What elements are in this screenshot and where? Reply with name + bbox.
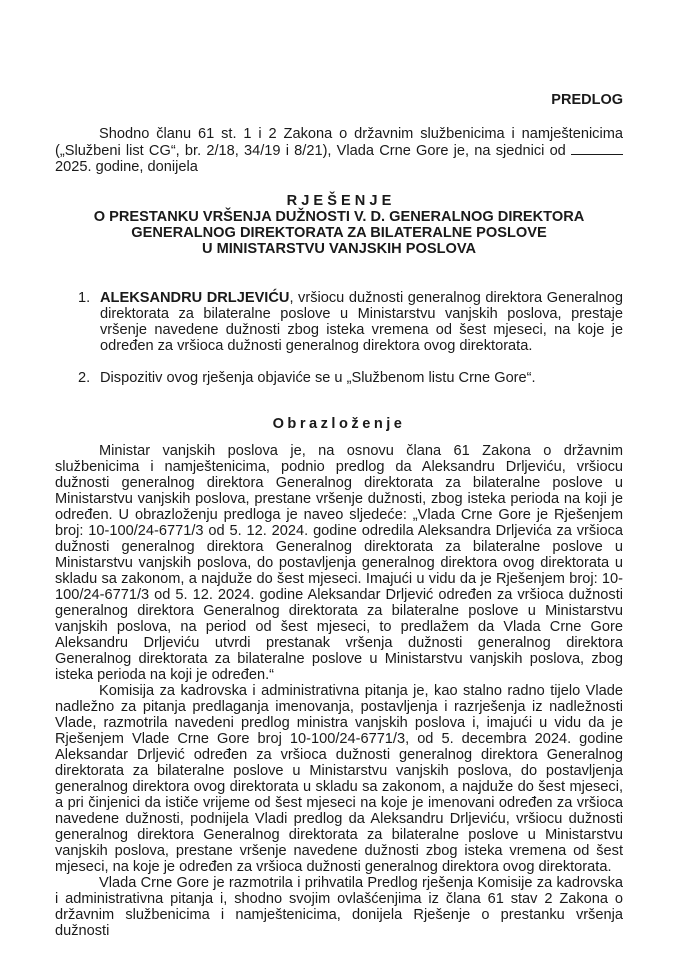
body-paragraph: Vlada Crne Gore je razmotrila i prihvatila Predlog rješenja Komisije za kadrovska i administrativna pitanja i, shodno svojim ovlašćenjima iz člana 61 stav 2 Zakona o državnim službenicima i namještenicima, donijela Rješenje o prestanku vršenja dužnosti — [55, 875, 623, 939]
title-line-1: R J E Š E N J E — [286, 193, 392, 209]
item-number: 1. — [78, 290, 91, 306]
intro-paragraph — [55, 126, 623, 175]
obrazlozenje-body — [55, 443, 623, 939]
date-blank-field — [571, 142, 623, 155]
body-paragraph: Ministar vanjskih poslova je, na osnovu člana 61 Zakona o državnim službenicima i namještenicima, podnio predlog da Aleksandru Drljeviću, vršiocu dužnosti generalnog direktora Generalnog direktorata za bilateralne poslove u Ministarstvu vanjskih poslova, prestane vršenje dužnosti, zbog isteka perioda na koji je određen. U obrazloženju predloga je naveo sljedeće: „Vlada Crne Gore je Rješenjem broj: 10-100/24-6771/3 od 5. 12. 2024. godine odredila Aleksandra Drljevića za vršioca dužnosti generalnog direktora Generalnog direktorata za bilateralne poslove u Ministarstvu vanjskih poslova, do postavljenja generalnog direktora ovog direktorata u skladu sa zakonom, a najduže do šest mjeseci. Imajući u vidu da je Rješenjem broj: 10-100/24-6771/3 od 5. 12. 2024. godine Aleksandar Drljević određen za vršioca dužnosti generalnog direktora Generalnog direktorata za bilateralne poslove u Ministarstvu vanjskih poslova, na period od šest mjeseci, to predlažem da Vlada Crne Gore Aleksandru Drljeviću utvrdi prestanak vršenja dužnosti generalnog direktora Generalnog direktorata za bilateralne poslove u Ministarstvu vanjskih poslova, zbog isteka perioda na koji je određen.“ — [55, 443, 623, 683]
decision-items — [55, 290, 623, 386]
title-line-3: GENERALNOG DIREKTORATA ZA BILATERALNE POSLOVE — [131, 225, 547, 241]
item-text: , vršiocu dužnosti generalnog direktora Generalnog direktorata za bilateralne poslove u Ministarstvu vanjskih poslova, prestaje vršenje navedene dužnosti zbog isteka vremena od šest mjeseci, na koje je određen za vršioca dužnosti generalnog direktora ovog direktorata. — [100, 290, 623, 354]
item-number: 2. — [78, 370, 91, 386]
list-item — [55, 370, 623, 386]
title-line-2: O PRESTANKU VRŠENJA DUŽNOSTI V. D. GENERALNOG DIREKTORA — [93, 209, 585, 225]
list-item — [55, 290, 623, 354]
obrazlozenje-heading: Obrazloženje — [272, 416, 406, 432]
item-bold-name: ALEKSANDRU DRLJEVIĆU — [100, 290, 290, 306]
intro-text-before: Shodno članu 61 st. 1 i 2 Zakona o državnim službenicima i namještenicima („Službeni list CG“, br. 2/18, 34/19 i 8/21), Vlada Crne Gore je, na sjednici od — [55, 126, 623, 159]
title-line-4: U MINISTARSTVU VANJSKIH POSLOVA — [201, 241, 477, 257]
body-paragraph: Komisija za kadrovska i administrativna pitanja je, kao stalno radno tijelo Vlade nadležno za pitanja predlaganja imenovanja, postavljenja i razrješenja iz nadležnosti Vlade, razmotrila navedeni predlog ministra vanjskih poslova i, imajući u vidu da je Rješenjem Vlade Crne Gore broj 10-100/24-6771/3, od 5. decembra 2024. godine Aleksandar Drljević određen za vršioca dužnosti generalnog direktora Generalnog direktorata za bilateralne poslove u Ministarstvu vanjskih poslova, do postavljenja generalnog direktora ovog direktorata u skladu sa zakonom, a najduže do šest mjeseci, a pri činjenici da ističe vrijeme od šest mjeseci na koje je imenovani određen za vršioca navedene dužnosti, podnijela Vladi predlog da Aleksandru Drljeviću, vršiocu dužnosti generalnog direktora Generalnog direktorata za bilateralne poslove u Ministarstvu vanjskih poslova, prestane vršenje navedene dužnosti zbog isteka vremena od šest mjeseci, na koje je određen za vršioca dužnosti generalnog direktora ovog direktorata. — [55, 683, 623, 875]
intro-text-after: 2025. godine, donijela — [55, 159, 198, 175]
item-text: Dispozitiv ovog rješenja objaviće se u „Službenom listu Crne Gore“. — [100, 370, 536, 386]
decision-title — [55, 193, 623, 257]
predlog-label: PREDLOG — [551, 92, 623, 108]
